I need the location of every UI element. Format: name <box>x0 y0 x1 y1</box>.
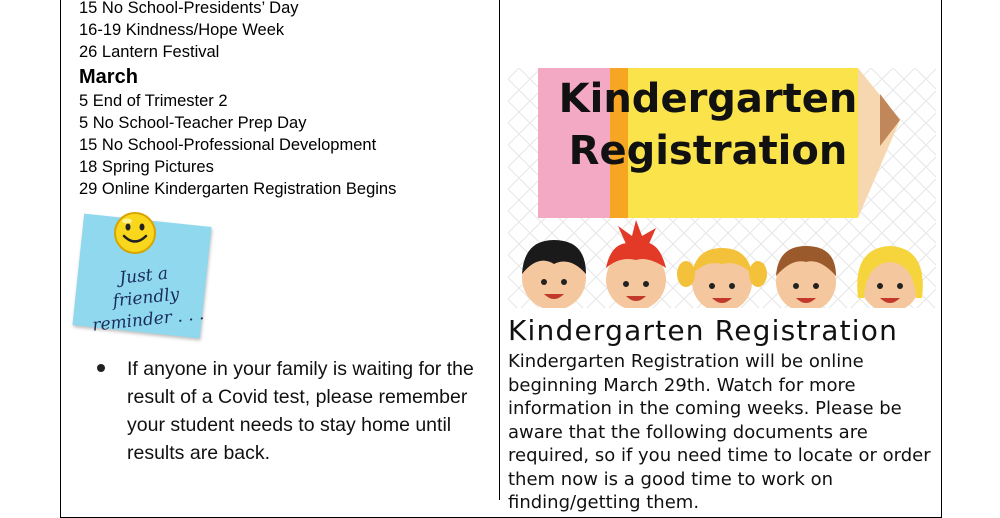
reminder-note-text <box>83 259 209 337</box>
calendar-list <box>79 0 489 200</box>
event-item: 29 Online Kindergarten Registration Begins <box>79 180 397 198</box>
event-item: 26 Lantern Festival <box>79 43 220 61</box>
banner-line-1: Kindergarten <box>558 76 858 122</box>
event-item: 16-19 Kindness/Hope Week <box>79 21 285 39</box>
covid-reminder-text: If anyone in your family is waiting for the result of a Covid test, please remember your student needs to stay home until results are back. <box>127 358 474 464</box>
reminder-line-2: reminder . . . <box>91 304 206 336</box>
registration-body: Kindergarten Registration will be online beginning March 29th. Watch for more information in the coming weeks. Please be aware that the following documents are required, so if you need time to locate or order them now is a good time to work on finding/getting them. <box>508 351 931 513</box>
covid-reminder-bullet <box>97 355 492 467</box>
event-item: 5 No School-Teacher Prep Day <box>79 114 307 132</box>
pencil-banner <box>508 68 936 308</box>
registration-heading: Kindergarten Registration <box>508 314 899 347</box>
smiley-pin-icon <box>112 210 158 256</box>
event-item: 15 No School-Professional Development <box>79 136 377 154</box>
reminder-line-1: Just a friendly <box>111 263 181 312</box>
kindergarten-banner <box>508 68 936 308</box>
child-face <box>776 246 836 308</box>
month-heading-march: March <box>79 66 138 88</box>
child-face <box>857 246 923 308</box>
banner-line-2: Registration <box>568 128 848 174</box>
column-divider <box>499 0 500 500</box>
bullet-dot <box>97 364 105 372</box>
event-item: 18 Spring Pictures <box>79 158 214 176</box>
event-item: 15 No School-Presidents’ Day <box>79 0 299 17</box>
event-item: 5 End of Trimester 2 <box>79 92 228 110</box>
child-face <box>522 240 586 308</box>
